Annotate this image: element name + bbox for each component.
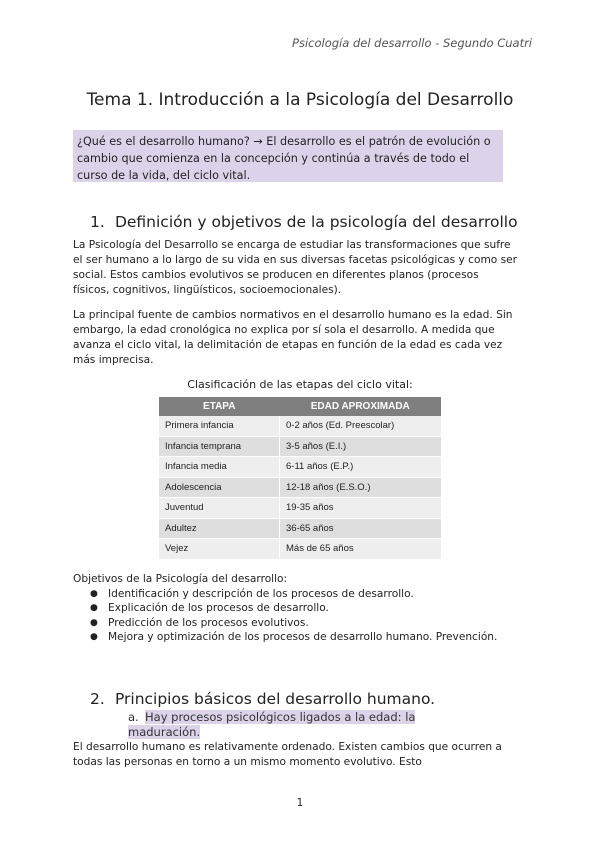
bullet-icon: ● <box>90 589 98 599</box>
objective-text: Mejora y optimización de los procesos de desarrollo humano. Prevención. <box>108 630 498 643</box>
section-2-number: 2. <box>90 690 105 708</box>
age-cell: 19-35 años <box>280 498 442 519</box>
age-cell: 3-5 años (E.I.) <box>280 436 442 457</box>
stage-cell: Juventud <box>159 498 280 519</box>
section-1-paragraph-1: La Psicología del Desarrollo se encarga de estudiar las transformaciones que sufre el ser humano a lo largo de su vida en sus diversas facetas psicológicas y como ser social. Estos cambios evolutivos se producen en diferentes planos (procesos físicos, cognitivos, lingüísticos, socioemocionales). <box>73 239 518 296</box>
table-row <box>159 436 441 457</box>
objectives-list <box>90 587 510 644</box>
bullet-icon: ● <box>90 631 98 642</box>
section-1-paragraph-2: La principal fuente de cambios normativos en el desarrollo humano es la edad. Sin embargo, la edad cronológica no explica por sí sola el desarrollo. A medida que avanza el ciclo vital, la delimitación de etapas en función de la edad es cada vez más imprecisa. <box>73 309 513 366</box>
stage-cell: Primera infancia <box>159 416 280 436</box>
bullet-icon: ● <box>90 617 98 628</box>
age-cell: 36-65 años <box>280 518 442 539</box>
age-cell: 0-2 años (Ed. Preescolar) <box>280 416 442 436</box>
age-cell: 6-11 años (E.P.) <box>280 457 442 478</box>
page-header: Psicología del desarrollo - Segundo Cuatri <box>292 36 532 50</box>
subsection-a <box>128 710 458 739</box>
list-item <box>90 630 510 644</box>
column-header-edad: EDAD APROXIMADA <box>280 397 442 416</box>
table-caption: Clasificación de las etapas del ciclo vital: <box>187 378 413 391</box>
document-title: Tema 1. Introducción a la Psicología del Desarrollo <box>86 90 514 110</box>
table-row <box>159 539 441 560</box>
table-row <box>159 477 441 498</box>
table-row <box>159 518 441 539</box>
table-header-row <box>159 397 441 416</box>
table-row <box>159 498 441 519</box>
bullet-icon: ● <box>90 603 98 614</box>
section-2-title: Principios básicos del desarrollo humano. <box>114 690 436 708</box>
objective-text: Explicación de los procesos de desarrollo. <box>108 602 329 615</box>
stage-cell: Vejez <box>159 539 280 560</box>
stage-cell: Infancia media <box>159 457 280 478</box>
life-stages-table <box>159 397 441 560</box>
objectives-title: Objetivos de la Psicología del desarrollo: <box>73 573 288 585</box>
section-1-title: Definición y objetivos de la psicología del desarrollo <box>114 213 518 231</box>
age-cell: 12-18 años (E.S.O.) <box>280 477 442 498</box>
page-number: 1 <box>296 797 304 809</box>
list-item <box>90 587 510 601</box>
objective-text: Predicción de los procesos evolutivos. <box>108 616 309 629</box>
stage-cell: Adolescencia <box>159 477 280 498</box>
list-item <box>90 601 510 615</box>
column-header-etapa: ETAPA <box>159 397 280 416</box>
table-row <box>159 416 441 436</box>
stage-cell: Adultez <box>159 518 280 539</box>
stage-cell: Infancia temprana <box>159 436 280 457</box>
subsection-a-heading: Hay procesos psicológicos ligados a la edad: la maduración. <box>128 710 416 739</box>
table-row <box>159 457 441 478</box>
section-2-heading <box>90 690 435 708</box>
section-2-paragraph: El desarrollo humano es relativamente ordenado. Existen cambios que ocurren a todas las personas en torno a un mismo momento evolutivo. Esto <box>73 741 502 768</box>
objective-text: Identificación y descripción de los procesos de desarrollo. <box>108 588 414 600</box>
section-1-number: 1. <box>90 213 105 231</box>
list-item <box>90 616 510 630</box>
section-1-heading <box>90 213 518 231</box>
definition-callout: ¿Qué es el desarrollo humano? → El desarrollo es el patrón de evolución o cambio que comienza en la concepción y continúa a través de todo el curso de la vida, del ciclo vital. <box>73 130 503 182</box>
age-cell: Más de 65 años <box>280 539 442 560</box>
subsection-letter: a. <box>128 710 139 724</box>
